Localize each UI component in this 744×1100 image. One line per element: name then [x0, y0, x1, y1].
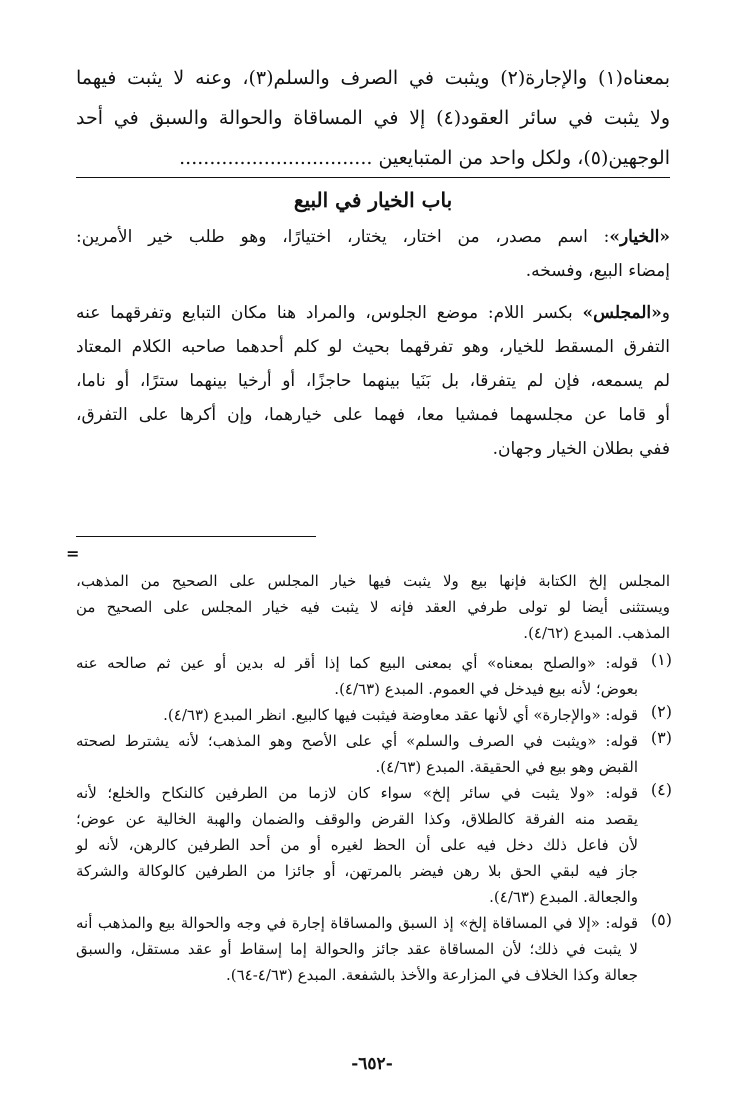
- footnote-number: (٤): [650, 780, 672, 799]
- footnote-line: بعوض؛ لأنه بيع فيدخل في العموم. المبدع (٤/٦٣).: [334, 680, 638, 698]
- commentary-line: [76, 220, 670, 254]
- commentary-line: التفرق المسقط للخيار، وهو تفرقهما بحيث لو كلم أحدهما صاحبه الكلام المعتاد: [76, 337, 670, 357]
- commentary-line: لم يسمعه، فإن لم يتفرقا، بل بَنَيا بينهما حاجزًا، أو أرخيا بينهما سترًا، أو ناما،: [76, 371, 670, 391]
- footnote-number: (٢): [650, 702, 672, 721]
- footnote-line: جاز فيه لبقي الحق بلا رهن فيضر بالمرتهن، أو جائزا من الطرفين كالوكالة والشركة: [76, 862, 638, 880]
- footnote-1: [76, 650, 670, 702]
- commentary-text: [76, 220, 670, 466]
- matn-line: ولا يثبت في سائر العقود(٤) إلا في المساقاة والحوالة والسبق في أحد: [76, 107, 671, 129]
- commentary-fragment: و: [661, 303, 670, 323]
- footnote-line: يقصد منه الفرقة كالطلاق، وكذا القرض والوقف والضمان والهبة الخالية عن عوض؛: [76, 810, 638, 828]
- footnote-line: المجلس إلخ الكتابة فإنها بيع ولا يثبت فيها خيار المجلس على الصحيح من المذهب،: [76, 572, 670, 590]
- footnote-line: قوله: «ولا يثبت في سائر إلخ» سواء كان لازما من الطرفين كالنكاح والخلع؛ لأنه: [76, 784, 638, 802]
- commentary-line: أو قاما عن مجلسهما فمشيا معا، فهما على خيارهما، وإن أكرها على التفرق،: [76, 405, 670, 425]
- commentary-line: إمضاء البيع، وفسخه.: [525, 261, 670, 281]
- footnote-number: (٥): [650, 910, 672, 929]
- footnote-line: ويستثنى أيضا لو تولى طرفي العقد فإنه لا يثبت فيه خيار المجلس على الصحيح من: [76, 598, 670, 616]
- footnote-line: لأن فاعل ذلك دخل فيه على أن الحظ لغيره أو من أحد الطرفين كالرهن، لأنه لو: [76, 836, 638, 854]
- matn-line: الوجهين(٥)، ولكل واحد من المتبايعين ................................: [179, 147, 670, 169]
- footnotes: [76, 568, 670, 988]
- commentary-line: ففي بطلان الخيار وجهان.: [492, 439, 670, 459]
- footnote-number: (٣): [650, 728, 672, 747]
- commentary-line: [76, 296, 670, 330]
- page-number: -٦٥٢-: [351, 1054, 393, 1074]
- footnote-line: لا يثبت في ذلك؛ لأن المساقاة عقد جائز والحوالة إما إسقاط أو عقد مستقل، والسبق: [76, 940, 638, 958]
- footnote-continuation: [76, 568, 670, 646]
- footnote-line: المذهب. المبدع (٤/٦٢).: [523, 624, 670, 642]
- footnote-2: [76, 702, 670, 728]
- term-khiyar: «الخيار»: [609, 227, 670, 247]
- commentary-fragment: بكسر اللام: موضع الجلوس، والمراد هنا مكان التبايع وتفرقهما عنه: [76, 303, 583, 323]
- footnote-number: (١): [650, 650, 672, 669]
- chapter-title: باب الخيار في البيع: [293, 188, 453, 212]
- matn-line: بمعناه(١) والإجارة(٢) ويثبت في الصرف والسلم(٣)، وعنه لا يثبت فيهما: [76, 67, 670, 89]
- footnote-line: قوله: «والصلح بمعناه» أي بمعنى البيع كما إذا أقر له بدين أو عين ثم صالحه عنه: [76, 654, 638, 672]
- footnote-5: [76, 910, 670, 988]
- continuation-mark: =: [66, 544, 80, 563]
- term-majlis: «المجلس»: [582, 303, 662, 323]
- footnote-line: القبض وهو بيع في الحقيقة. المبدع (٤/٦٣).: [375, 758, 638, 776]
- footnote-line: قوله: «والإجارة» أي لأنها عقد معاوضة فيثبت فيها كالبيع. انظر المبدع (٤/٦٣).: [163, 706, 638, 724]
- footnote-line: والجعالة. المبدع (٤/٦٣).: [489, 888, 638, 906]
- matn-text: [76, 58, 670, 178]
- footnote-line: قوله: «إلا في المساقاة إلخ» إذ السبق والمساقاة إجارة في وجه والحوالة بيع والمذهب أنه: [76, 914, 638, 932]
- commentary-fragment: : اسم مصدر، من اختار، يختار، اختيارًا، وهو طلب خير الأمرين:: [76, 227, 610, 247]
- footnote-line: قوله: «ويثبت في الصرف والسلم» أي على الأصح وهو المذهب؛ لأنه يشترط لصحته: [76, 732, 638, 750]
- footnote-divider: [76, 536, 316, 537]
- footnote-line: جعالة وكذا الخلاف في المزارعة والأخذ بالشفعة. المبدع (٤/٦٣-٦٤).: [225, 966, 638, 984]
- footnote-4: [76, 780, 670, 910]
- footnote-3: [76, 728, 670, 780]
- matn-divider: [76, 177, 670, 178]
